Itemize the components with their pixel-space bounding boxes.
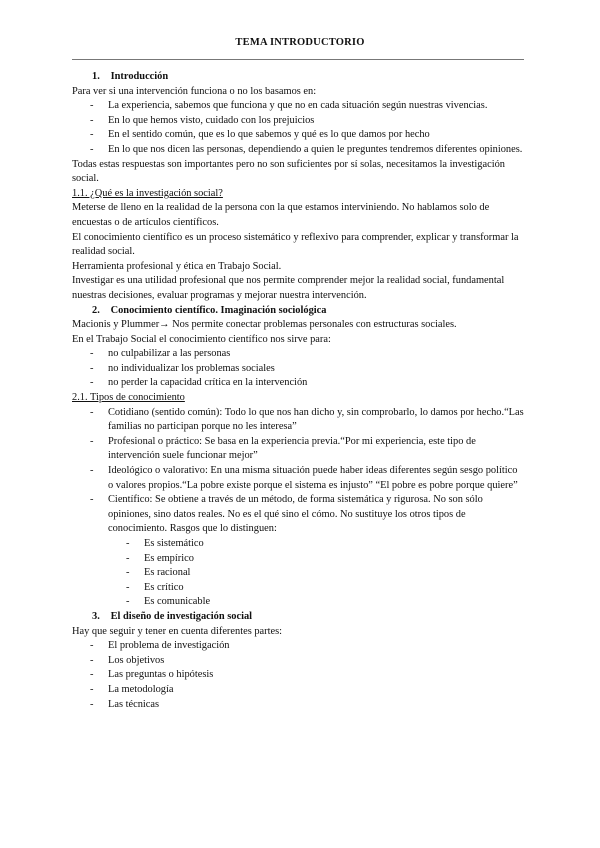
list-item: - En el sentido común, que es lo que sabemos y qué es lo que damos por hecho — [72, 128, 524, 143]
section-2-number: 2. — [92, 304, 100, 316]
paragraph: Herramienta profesional y ética en Trabajo Social. — [72, 260, 282, 272]
list-item: - El problema de investigación — [72, 639, 524, 654]
section-3-intro: Hay que seguir y tener en cuenta diferentes partes: — [72, 625, 283, 637]
title-divider — [72, 59, 524, 60]
paragraph: En el Trabajo Social el conocimiento científico nos sirve para: — [72, 333, 331, 345]
list-item: - Profesional o práctico: Se basa en la experiencia previa.“Por mi experiencia, este tipo de intervención suele funcionar mejor” — [72, 435, 524, 464]
section-1-title: Introducción — [110, 71, 169, 82]
section-2-1-heading: 2.1. Tipos de conocimiento — [72, 392, 185, 404]
list-item: - Es racional — [72, 566, 524, 581]
paragraph: El conocimiento científico es un proceso sistemático y reflexivo para comprender, explicar y transformar la realidad social. — [72, 231, 519, 258]
list-item: - En lo que hemos visto, cuidado con los prejuicios — [72, 114, 524, 129]
section-3-heading — [72, 610, 524, 625]
paragraph: Macionis y Plummer→ Nos permite conectar problemas personales con estructuras sociales. — [72, 319, 457, 331]
section-1-list — [72, 99, 524, 157]
list-item: - Es crítico — [72, 581, 524, 596]
list-item: - En lo que nos dicen las personas, dependiendo a quien le preguntes tendremos diferentes opiniones. — [72, 143, 524, 158]
section-3-number: 3. — [92, 610, 100, 622]
section-2-heading — [72, 304, 524, 319]
paragraph: Investigar es una utilidad profesional que nos permite comprender mejor la realidad social, fundamental nuestras decisiones, evaluar programas y mejorar nuestra intervención. — [72, 275, 505, 301]
list-item: - Los objetivos — [72, 654, 524, 669]
list-item: - La experiencia, sabemos que funciona y que no en cada situación según nuestras vivencias. — [72, 99, 524, 114]
list-item: - La metodología — [72, 683, 524, 698]
section-2-list — [72, 347, 524, 391]
list-item: - no individualizar los problemas sociales — [72, 362, 524, 377]
list-item: - Es sistemático — [72, 537, 524, 552]
section-1-1-heading: 1.1. ¿Qué es la investigación social? — [72, 187, 223, 199]
list-item: - Ideológico o valorativo: En una misma situación puede haber ideas diferentes según sesgo político o valores propios.“La pobre existe porque el sistema es injusto” “El pobre es pobre porque quiere” — [72, 464, 524, 493]
knowledge-types-list — [72, 406, 524, 537]
section-1-heading — [72, 70, 524, 85]
list-item: - no culpabilizar a las personas — [72, 347, 524, 362]
document-body — [72, 70, 524, 712]
section-1-conclusion: Todas estas respuestas son importantes pero no son suficientes por sí solas, necesitamos la investigación social. — [72, 158, 505, 185]
section-3-title: El diseño de investigación social — [110, 610, 253, 622]
section-2-title: Conocimiento científico. Imaginación sociológica — [110, 304, 327, 316]
section-3-list — [72, 639, 524, 712]
paragraph: Meterse de lleno en la realidad de la persona con la que estamos interviniendo. No hablamos solo de encuestas o de artículos científicos. — [72, 202, 490, 228]
page-title: TEMA INTRODUCTORIO — [235, 37, 365, 48]
list-item: - Las técnicas — [72, 698, 524, 713]
list-item: - Cotidiano (sentido común): Todo lo que nos han dicho y, sin comprobarlo, lo damos por hecho.“Las familias no participan porque no les interesa” — [72, 406, 524, 435]
list-item: - Es empírico — [72, 552, 524, 567]
section-1-number: 1. — [92, 71, 100, 82]
list-item: - Científico: Se obtiene a través de un método, de forma sistemática y rigurosa. No son sólo opiniones, sino datos reales. No es el qué sino el cómo. No sustituye los otros tipos de conocimiento. Rasgos que lo distinguen: — [72, 493, 524, 537]
scientific-traits-list — [72, 537, 524, 610]
section-1-intro: Para ver si una intervención funciona o no los basamos en: — [72, 85, 317, 97]
list-item: - Es comunicable — [72, 595, 524, 610]
list-item: - Las preguntas o hipótesis — [72, 668, 524, 683]
list-item: - no perder la capacidad crítica en la intervención — [72, 376, 524, 391]
